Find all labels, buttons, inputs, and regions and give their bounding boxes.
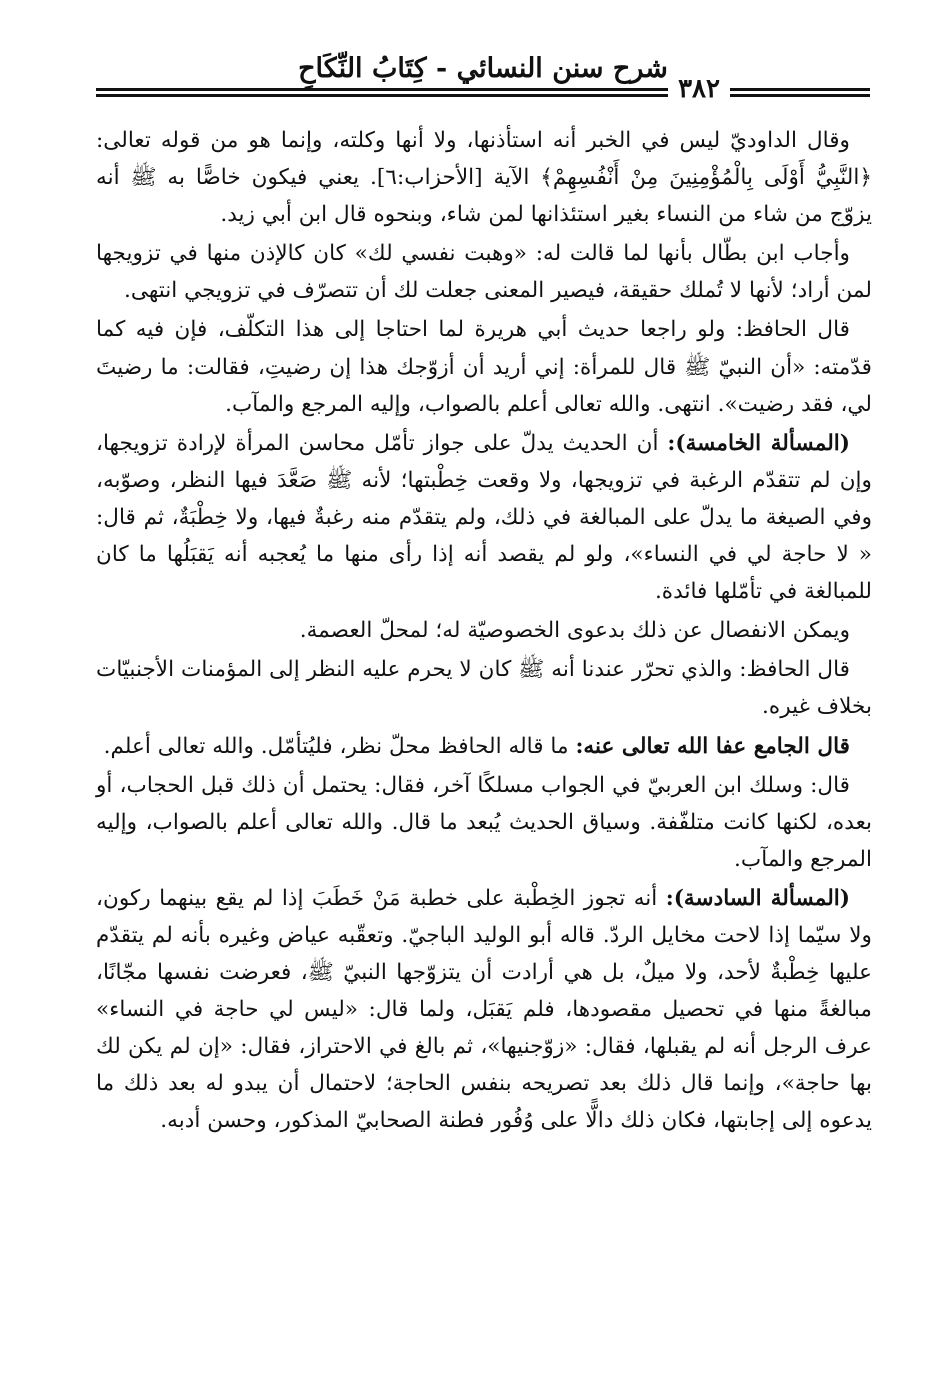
paragraph-2 <box>96 235 872 309</box>
paragraph-7 <box>96 728 872 765</box>
paragraph-text: وقال الداوديّ ليس في الخبر أنه استأذنها، ولا أنها وكلته، وإنما هو من قوله تعالى: ﴿النَّبِيُّ أَوْلَى بِالْمُؤْمِنِينَ مِنْ أَنْفُسِهِمْ﴾ الآية [الأحزاب:٦]. يعني فيكون خاصًّا به ﷺ أنه يزوّج من شاء من النساء بغير استئذانها لمن شاء، وبنحوه قال ابن أبي زيد. <box>96 128 873 228</box>
paragraph-text: قال الحافظ: والذي تحرّر عندنا أنه ﷺ كان لا يحرم عليه النظر إلى المؤمنات الأجنبيّات بخلاف غيره. <box>96 657 872 720</box>
paragraph-5 <box>96 612 872 649</box>
paragraph-1 <box>96 122 872 233</box>
paragraph-text: أنه تجوز الخِطْبة على خطبة مَنْ خَطَبَ إذا لم يقع بينهما ركون، ولا سيّما إذا لاحت مخايل الردّ. قاله أبو الوليد الباجيّ. وتعقّبه عياض وغيره بأنه لم يتقدّم عليها خِطْبةٌ لأحد، ولا ميلٌ، بل هي أرادت أن يتزوّجها النبيّ ﷺ، فعرضت نفسها مجّانًا، مبالغةً منها في تحصيل مقصودها، فلم يَقبَل، ولما قال: «ليس لي حاجة في النساء» عرف الرجل أنه لم يقبلها، فقال: «زوّجنيها»، ثم بالغ في الاحتراز، فقال: «إن لم يكن لك بها حاجة»، وإنما قال ذلك بعد تصريحه بنفس الحاجة؛ لاحتمال أن يبدو له بعد ذلك ما يدعوه إلى إجابتها، فكان ذلك دالًّا على وُفُور فطنة الصحابيّ المذكور، وحسن أدبه. <box>96 885 872 1134</box>
header-rule-bottom <box>96 94 870 97</box>
paragraph-8 <box>96 767 872 878</box>
paragraph-4 <box>96 425 872 610</box>
paragraph-text: ويمكن الانفصال عن ذلك بدعوى الخصوصيّة له؛ لمحلّ العصمة. <box>299 618 850 644</box>
paragraph-9 <box>96 880 872 1140</box>
header-rule-top <box>96 88 870 91</box>
page-body <box>96 122 872 1140</box>
paragraph-text: وأجاب ابن بطّال بأنها لما قالت له: «وهبت نفسي لك» كان كالإذن منها في تزويجها لمن أراد؛ لأنها لا تُملك حقيقة، فيصير المعنى جعلت لك أن تتصرّف في تزويجي انتهى. <box>96 241 872 304</box>
paragraph-text: أن الحديث يدلّ على جواز تأمّل محاسن المرأة لإرادة تزويجها، وإن لم تتقدّم الرغبة في تزويجها، ولا وقعت خِطْبتها؛ لأنه ﷺ صَعَّدَ فيها النظر، وصوّبه، وفي الصيغة ما يدلّ على المبالغة في ذلك، ولم يتقدّم منه رغبةٌ فيها، ولا خِطْبَةٌ، ثم قال: « لا حاجة لي في النساء»، ولو لم يقصد أنه إذا رأى منها ما يُعجبه أنه يَقبَلُها ما كان للمبالغة في تأمّلها فائدة. <box>96 430 872 605</box>
paragraph-3 <box>96 311 872 422</box>
author-note-lead: قال الجامع عفا الله تعالى عنه: <box>575 733 850 759</box>
paragraph-text: قال الحافظ: ولو راجعا حديث أبي هريرة لما احتاجا إلى هذا التكلّف، فإن فيه كما قدّمته: «أن النبيّ ﷺ قال للمرأة: إني أريد أن أزوّجك هذا إن رضيتِ، فقالت: ما رضيتَ لي، فقد رضيت». انتهى. والله تعالى أعلم بالصواب، وإليه المرجع والمآب. <box>96 317 872 417</box>
page-header <box>96 50 870 104</box>
paragraph-text: قال: وسلك ابن العربيّ في الجواب مسلكًا آخر، فقال: يحتمل أن ذلك قبل الحجاب، أو بعده، لكنها كانت متلفّفة. وسياق الحديث يُبعد ما قال. والله تعالى أعلم بالصواب، وإليه المرجع والمآب. <box>96 772 872 872</box>
header-rule <box>96 88 870 100</box>
page-number: ٣٨٢ <box>668 74 730 104</box>
paragraph-6 <box>96 651 872 725</box>
section-heading: (المسألة الخامسة): <box>667 430 850 456</box>
section-heading: (المسألة السادسة): <box>665 885 850 911</box>
paragraph-text: ما قاله الحافظ محلّ نظر، فليُتأمّل. والله تعالى أعلم. <box>103 733 576 759</box>
running-title: شرح سنن النسائي - كِتَابُ النِّكَاحِ <box>298 53 668 84</box>
